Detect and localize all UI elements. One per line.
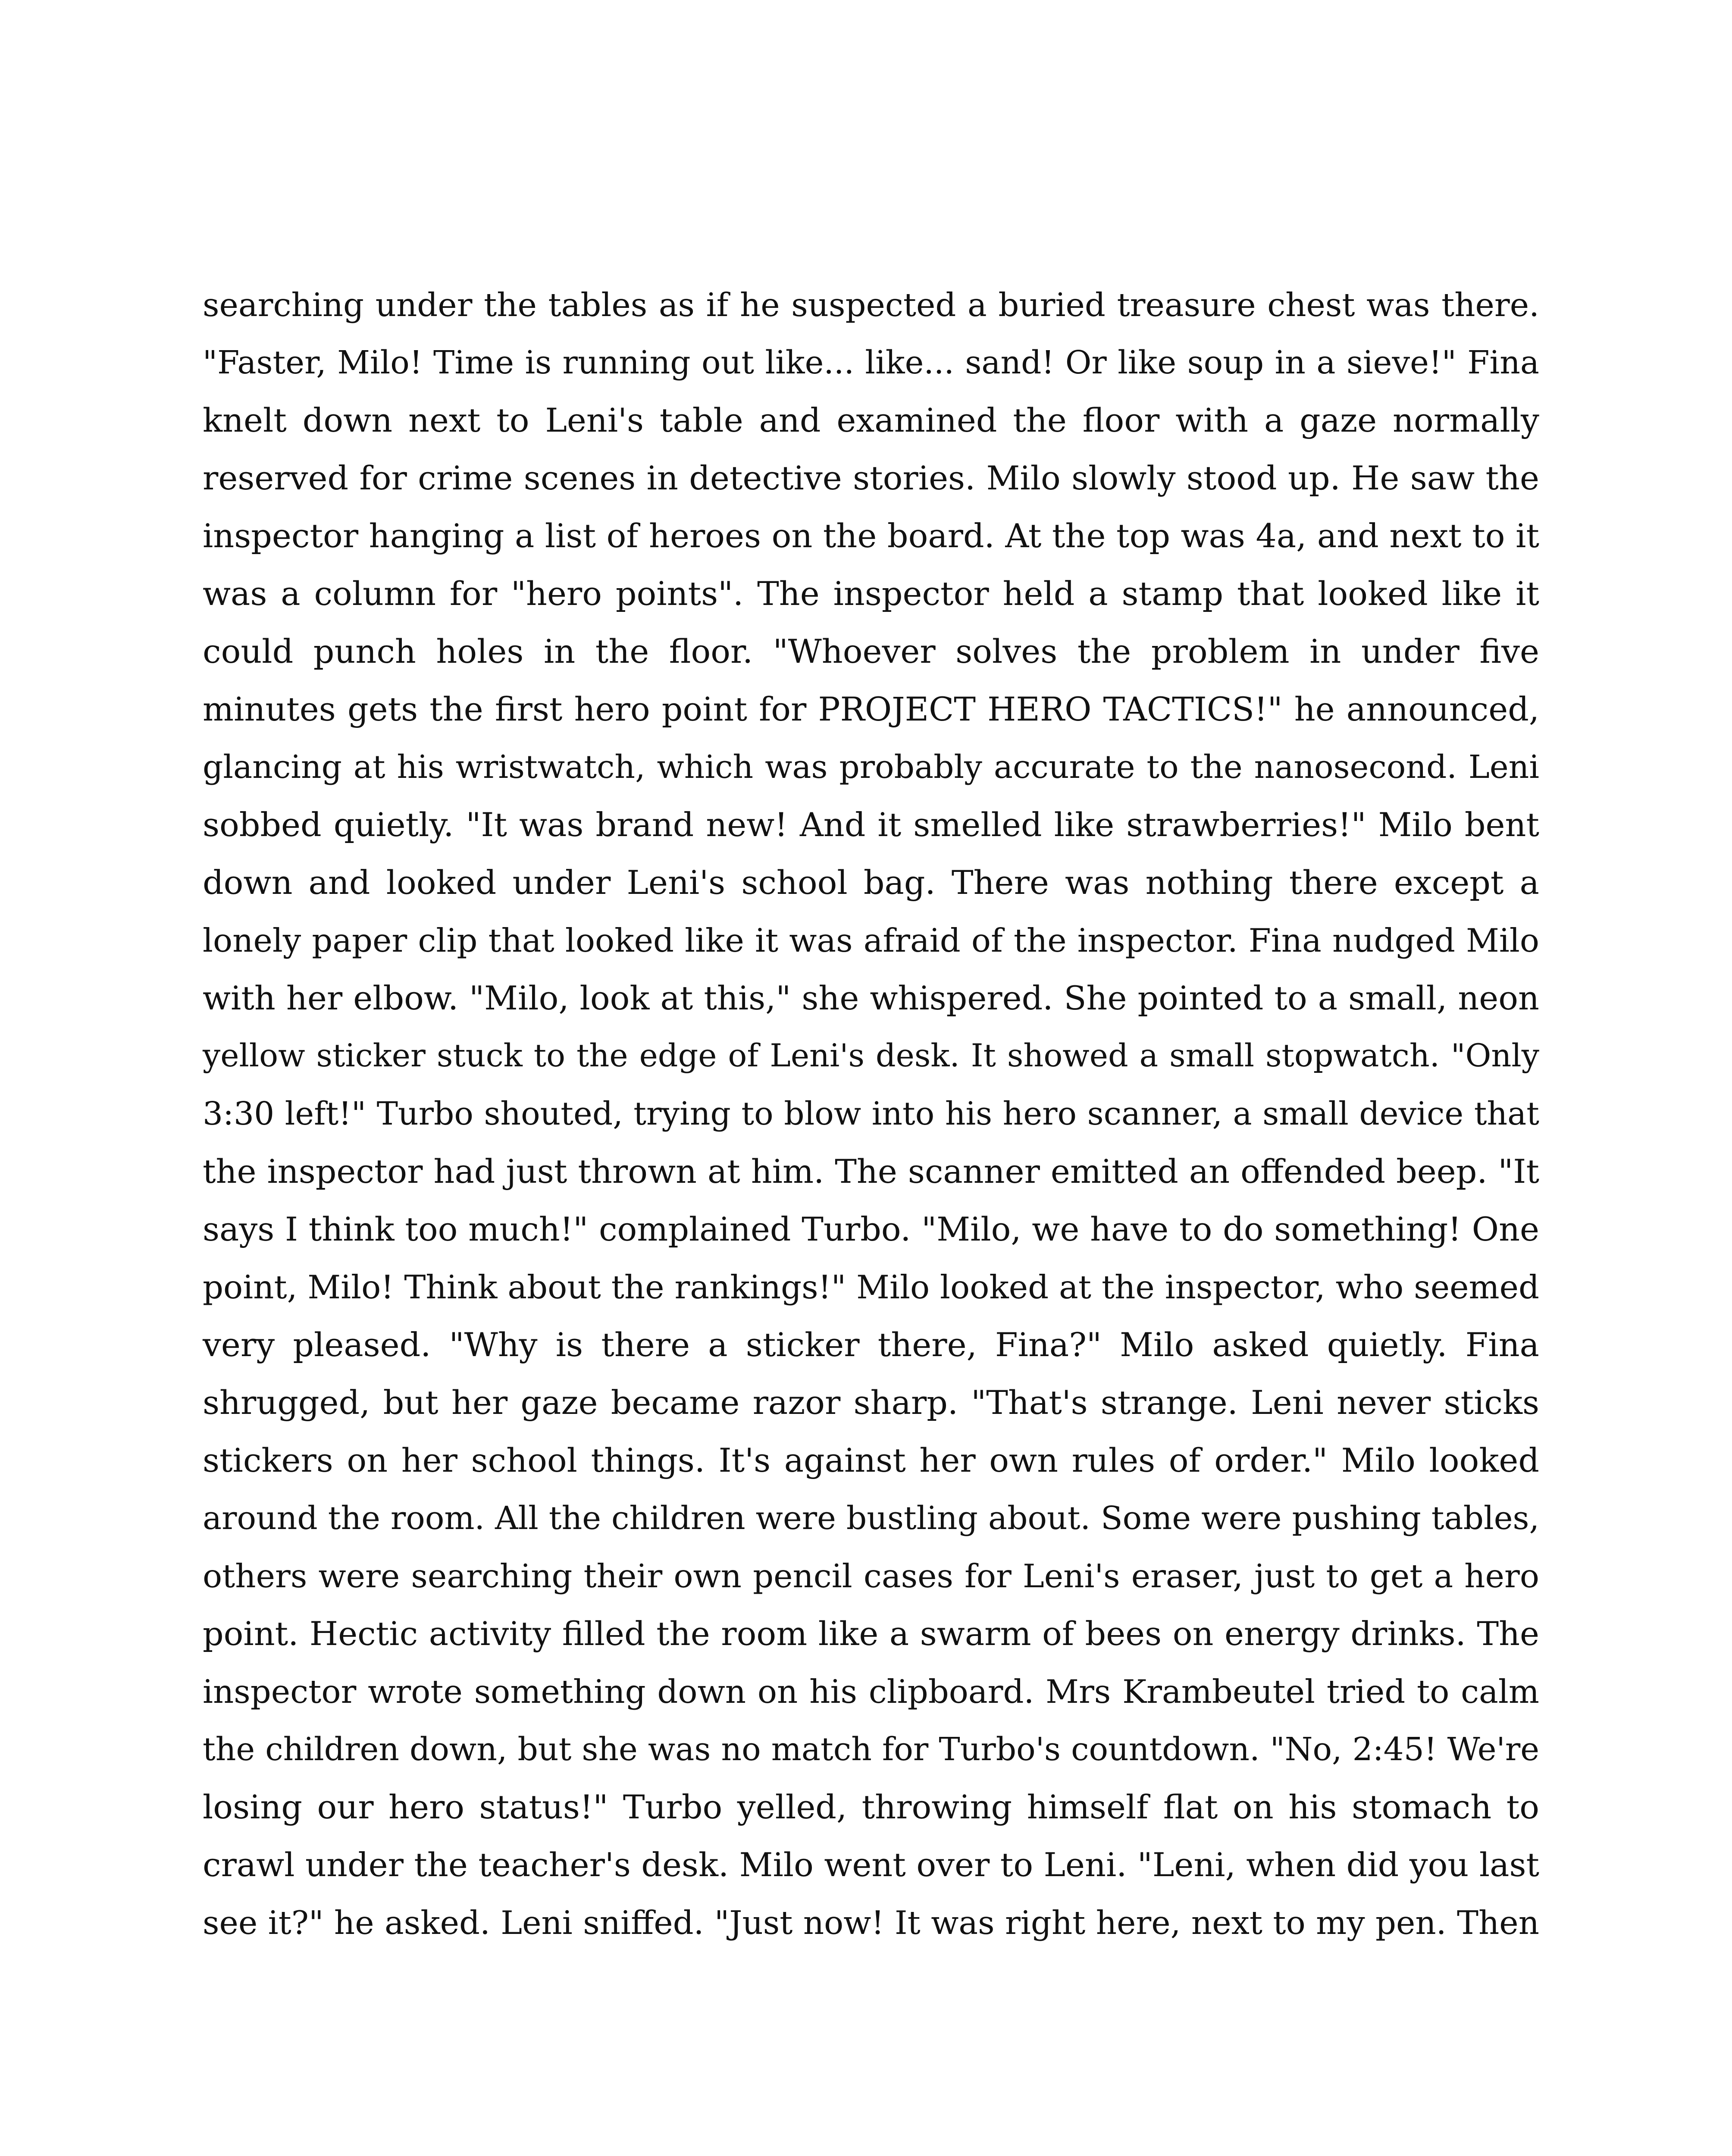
text-line: the inspector had just thrown at him. The scanner emitted an offended beep. "It [203, 1152, 1539, 1191]
text-line: sobbed quietly. "It was brand new! And it smelled like strawberries!" Milo bent [203, 805, 1539, 844]
body-text [203, 276, 1539, 1952]
text-line: see it?" he asked. Leni sniffed. "Just now! It was right here, next to my pen. Then [203, 1904, 1539, 1942]
text-line: very pleased. "Why is there a sticker there, Fina?" Milo asked quietly. Fina [203, 1326, 1539, 1364]
text-line: minutes gets the first hero point for PROJECT HERO TACTICS!" he announced, [203, 690, 1539, 728]
text-line: others were searching their own pencil cases for Leni's eraser, just to get a hero [203, 1557, 1539, 1595]
text-line: could punch holes in the floor. "Whoever solves the problem in under five [203, 632, 1539, 671]
text-line: "Faster, Milo! Time is running out like... like... sand! Or like soup in a sieve!" Fina [203, 344, 1539, 381]
text-line: shrugged, but her gaze became razor sharp. "That's strange. Leni never sticks [203, 1383, 1539, 1422]
text-line: inspector wrote something down on his clipboard. Mrs Krambeutel tried to calm [203, 1673, 1539, 1711]
text-line: down and looked under Leni's school bag. There was nothing there except a [203, 863, 1539, 902]
text-line: inspector hanging a list of heroes on the board. At the top was 4a, and next to it [203, 517, 1539, 555]
text-line: yellow sticker stuck to the edge of Leni's desk. It showed a small stopwatch. "Only [203, 1037, 1539, 1074]
text-line: stickers on her school things. It's against her own rules of order." Milo looked [203, 1441, 1539, 1479]
text-line: knelt down next to Leni's table and examined the floor with a gaze normally [203, 401, 1539, 439]
text-line: the children down, but she was no match for Turbo's countdown. "No, 2:45! We're [203, 1731, 1539, 1768]
text-line: lonely paper clip that looked like it was afraid of the inspector. Fina nudged Milo [203, 921, 1539, 959]
text-line: losing our hero status!" Turbo yelled, throwing himself flat on his stomach to [203, 1788, 1539, 1826]
text-line: says I think too much!" complained Turbo. "Milo, we have to do something! One [203, 1210, 1539, 1248]
text-line: around the room. All the children were bustling about. Some were pushing tables, [203, 1500, 1539, 1537]
text-line: with her elbow. "Milo, look at this," she whispered. She pointed to a small, neon [203, 979, 1539, 1017]
text-line: 3:30 left!" Turbo shouted, trying to blow into his hero scanner, a small device that [203, 1095, 1539, 1132]
text-line: searching under the tables as if he suspected a buried treasure chest was there. [203, 286, 1539, 324]
text-line: point. Hectic activity filled the room like a swarm of bees on energy drinks. The [203, 1614, 1539, 1653]
text-line: crawl under the teacher's desk. Milo went over to Leni. "Leni, when did you last [203, 1846, 1539, 1884]
text-line: was a column for "hero points". The inspector held a stamp that looked like it [203, 574, 1539, 613]
text-line: reserved for crime scenes in detective stories. Milo slowly stood up. He saw the [203, 459, 1539, 497]
text-line: glancing at his wristwatch, which was probably accurate to the nanosecond. Leni [203, 749, 1539, 786]
text-line: point, Milo! Think about the rankings!" Milo looked at the inspector, who seemed [203, 1268, 1539, 1306]
